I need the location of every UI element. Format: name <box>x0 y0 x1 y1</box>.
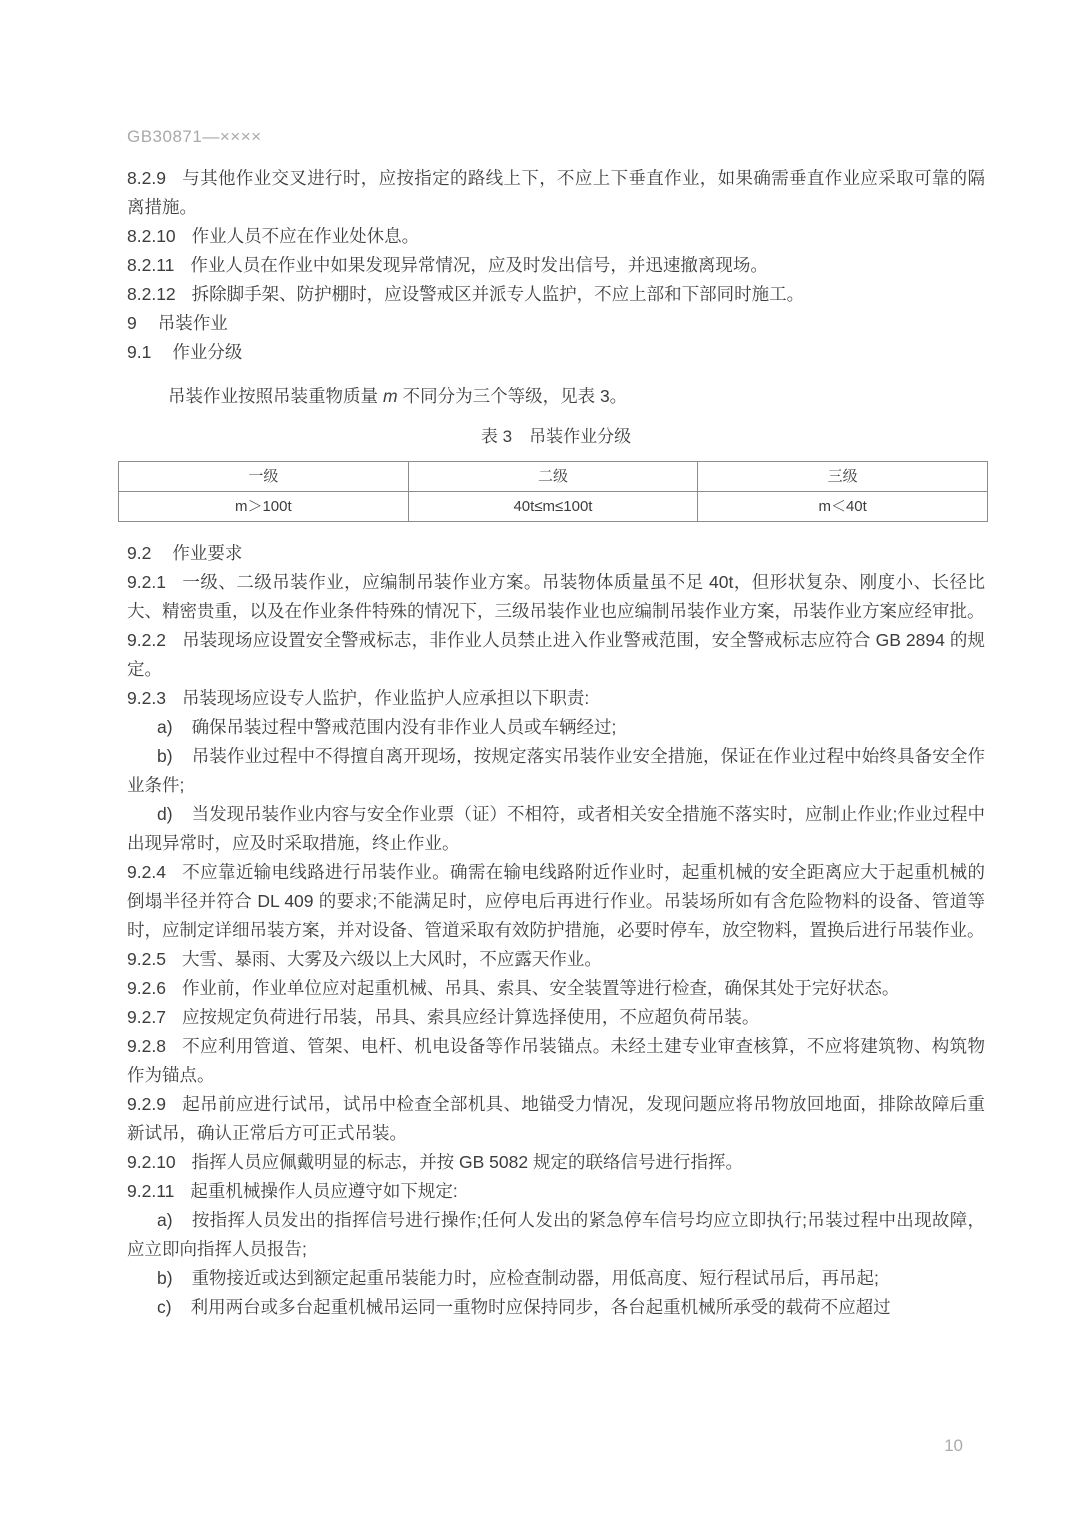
clause-text: 吊装现场应设专人监护，作业监护人应承担以下职责: <box>181 688 590 708</box>
clause-8-2-11 <box>127 251 985 280</box>
clause-9-1-intro <box>127 382 985 411</box>
list-marker: b) <box>157 746 173 766</box>
clause-text: 吊装现场应设置安全警戒标志，非作业人员禁止进入作业警戒范围，安全警戒标志应符合 GB 2894 的规定。 <box>127 630 985 679</box>
list-item-9-2-3-a <box>127 713 985 742</box>
table-3-grade-table <box>118 461 988 522</box>
clause-text: 拆除脚手架、防护棚时，应设警戒区并派专人监护，不应上部和下部同时施工。 <box>191 284 805 304</box>
table-value-grade-2: 40t≤m≤100t <box>408 492 698 522</box>
table-header-grade-3: 三级 <box>698 462 988 492</box>
table-value-grade-1: m＞100t <box>119 492 409 522</box>
clause-number: 9.2.3 <box>127 688 166 708</box>
list-marker: b) <box>157 1268 173 1288</box>
section-title: 吊装作业 <box>157 313 228 333</box>
clause-text: 指挥人员应佩戴明显的标志，并按 GB 5082 规定的联络信号进行指挥。 <box>191 1152 743 1172</box>
clause-9-2-6 <box>127 974 985 1003</box>
clause-text: 大雪、暴雨、大雾及六级以上大风时，不应露天作业。 <box>181 949 602 969</box>
clause-number: 9.2.9 <box>127 1094 166 1114</box>
section-title: 作业要求 <box>172 543 243 563</box>
clause-9-2-9 <box>127 1090 985 1148</box>
list-marker: a) <box>157 1210 173 1230</box>
list-item-9-2-3-b <box>127 742 985 800</box>
clause-number: 8.2.12 <box>127 284 176 304</box>
clause-number: 8.2.9 <box>127 168 166 188</box>
clause-9-2-5 <box>127 945 985 974</box>
section-9-1-heading <box>127 338 985 367</box>
variable-m: m <box>383 386 398 406</box>
clause-9-2-7 <box>127 1003 985 1032</box>
table-value-row <box>119 492 988 522</box>
list-text: 吊装作业过程中不得擅自离开现场，按规定落实吊装作业安全措施，保证在作业过程中始终具备安全作业条件; <box>127 746 985 795</box>
intro-text: 吊装作业按照吊装重物质量 <box>168 386 378 406</box>
clause-9-2-4 <box>127 858 985 945</box>
list-item-9-2-11-a <box>127 1206 985 1264</box>
clause-text: 不应靠近输电线路进行吊装作业。确需在输电线路附近作业时，起重机械的安全距离应大于起重机械的倒塌半径并符合 DL 409 的要求;不能满足时，应停电后再进行作业。吊装场所如有含危险物料的设备、管道等时，应制定详细吊装方案，并对设备、管道采取有效防护措施，必要时停车，放空物料，置换后进行吊装作业。 <box>127 862 985 940</box>
clause-8-2-10 <box>127 222 985 251</box>
section-9-heading <box>127 309 985 338</box>
list-item-9-2-3-d <box>127 800 985 858</box>
clause-text: 起吊前应进行试吊，试吊中检查全部机具、地锚受力情况，发现问题应将吊物放回地面，排除故障后重新试吊，确认正常后方可正式吊装。 <box>127 1094 985 1143</box>
clause-text: 不应利用管道、管架、电杆、机电设备等作吊装锚点。未经土建专业审查核算，不应将建筑物、构筑物作为锚点。 <box>127 1036 985 1085</box>
list-item-9-2-11-c <box>127 1293 985 1322</box>
list-text: 确保吊装过程中警戒范围内没有非作业人员或车辆经过; <box>191 717 617 737</box>
table-3-caption: 表 3 吊装作业分级 <box>480 427 632 446</box>
clause-number: 9.2.2 <box>127 630 166 650</box>
clause-number: 9.2.6 <box>127 978 166 998</box>
clause-number: 9.2.4 <box>127 862 166 882</box>
clause-text: 一级、二级吊装作业，应编制吊装作业方案。吊装物体质量虽不足 40t，但形状复杂、刚度小、长径比大、精密贵重，以及在作业条件特殊的情况下，三级吊装作业也应编制吊装作业方案，吊装作业方案应经审批。 <box>127 572 985 621</box>
clause-9-2-10 <box>127 1148 985 1177</box>
table-value-grade-3: m＜40t <box>698 492 988 522</box>
clause-text: 与其他作业交叉进行时，应按指定的路线上下，不应上下垂直作业，如果确需垂直作业应采取可靠的隔离措施。 <box>127 168 985 217</box>
clause-number: 8.2.11 <box>127 255 175 275</box>
list-marker: d) <box>157 804 173 824</box>
clause-9-2-2 <box>127 626 985 684</box>
list-marker: a) <box>157 717 173 737</box>
clause-text: 作业人员在作业中如果发现异常情况，应及时发出信号，并迅速撤离现场。 <box>190 255 768 275</box>
clause-9-2-1 <box>127 568 985 626</box>
list-item-9-2-11-b <box>127 1264 985 1293</box>
clause-number: 9.2.1 <box>127 572 166 592</box>
clause-9-2-11 <box>127 1177 985 1206</box>
running-header-doc-code: GB30871—×××× <box>127 127 262 146</box>
list-text: 利用两台或多台起重机械吊运同一重物时应保持同步，各台起重机械所承受的载荷不应超过 <box>190 1297 891 1317</box>
table-header-grade-2: 二级 <box>408 462 698 492</box>
clause-9-2-8 <box>127 1032 985 1090</box>
clause-8-2-12 <box>127 280 985 309</box>
section-title: 作业分级 <box>172 342 243 362</box>
page-number: 10 <box>944 1436 963 1455</box>
list-marker: c) <box>157 1297 172 1317</box>
intro-text: 不同分为三个等级，见表 3。 <box>402 386 628 406</box>
list-text: 按指挥人员发出的指挥信号进行操作;任何人发出的紧急停车信号均应立即执行;吊装过程中出现故障，应立即向指挥人员报告; <box>127 1210 985 1259</box>
table-header-grade-1: 一级 <box>119 462 409 492</box>
section-number: 9.1 <box>127 342 152 362</box>
section-number: 9.2 <box>127 543 152 563</box>
clause-number: 9.2.8 <box>127 1036 166 1056</box>
list-text: 重物接近或达到额定起重吊装能力时，应检查制动器，用低高度、短行程试吊后，再吊起; <box>191 1268 879 1288</box>
clause-number: 9.2.5 <box>127 949 166 969</box>
clause-9-2-3 <box>127 684 985 713</box>
clause-number: 9.2.10 <box>127 1152 176 1172</box>
table-header-row <box>119 462 988 492</box>
document-content <box>127 122 985 1322</box>
clause-number: 8.2.10 <box>127 226 176 246</box>
clause-8-2-9 <box>127 164 985 222</box>
clause-text: 作业人员不应在作业处休息。 <box>191 226 420 246</box>
clause-text: 应按规定负荷进行吊装，吊具、索具应经计算选择使用，不应超负荷吊装。 <box>181 1007 760 1027</box>
clause-text: 起重机械操作人员应遵守如下规定: <box>190 1181 458 1201</box>
clause-number: 9.2.11 <box>127 1181 175 1201</box>
section-number: 9 <box>127 313 137 333</box>
clause-number: 9.2.7 <box>127 1007 166 1027</box>
section-9-2-heading <box>127 539 985 568</box>
list-text: 当发现吊装作业内容与安全作业票（证）不相符，或者相关安全措施不落实时，应制止作业;作业过程中出现异常时，应及时采取措施，终止作业。 <box>127 804 985 853</box>
clause-text: 作业前，作业单位应对起重机械、吊具、索具、安全装置等进行检查，确保其处于完好状态。 <box>181 978 900 998</box>
